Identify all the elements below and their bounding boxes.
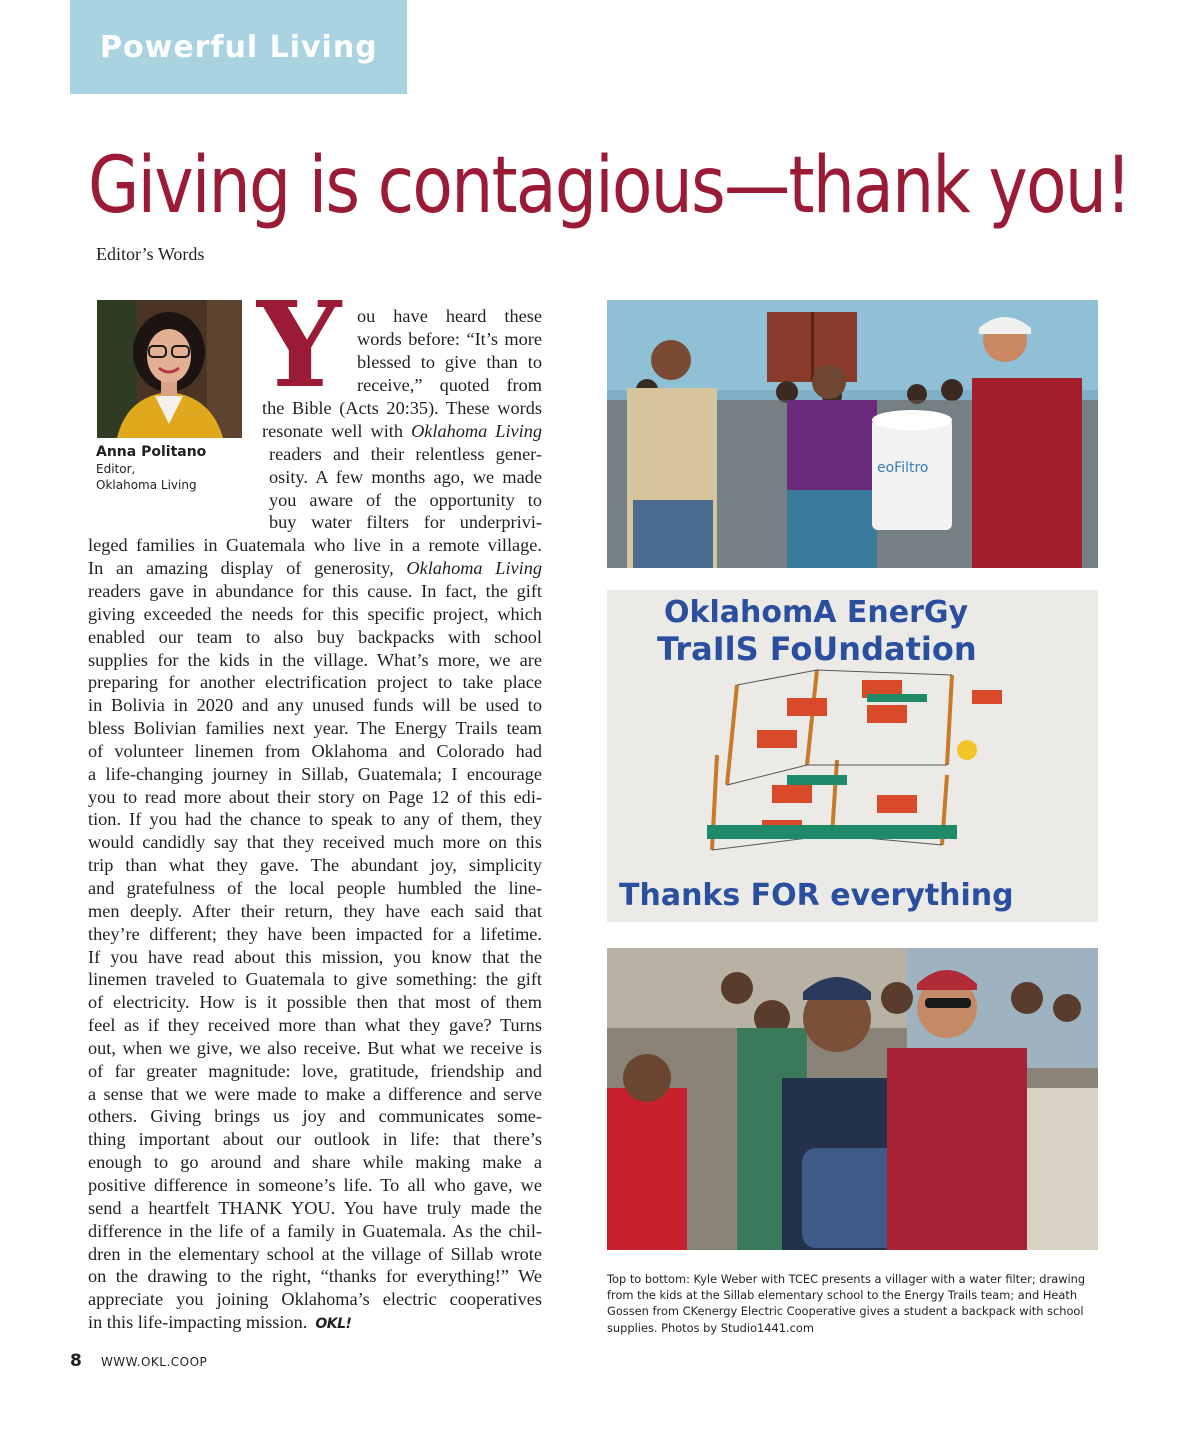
article-line: enough to go around and share while making make a <box>88 1152 542 1172</box>
article-line: words before: “It’s more <box>357 329 542 349</box>
photo-water-filter <box>607 300 1098 568</box>
article-line: tion. If you had the chance to speak to any of them, they <box>88 809 542 829</box>
article-line: leged families in Guatemala who live in a remote village. <box>88 535 542 555</box>
article-line: bless Bolivian families next year. The Energy Trails team <box>88 718 542 738</box>
drawing-line-2: TraIlS FoUndation <box>657 630 977 668</box>
article-line: men deeply. After their return, they have each said that <box>88 901 542 921</box>
drawing-line-1: OklahomA EnerGy <box>664 595 969 630</box>
article-line: linemen traveled to Guatemala to give something: the gift <box>88 969 542 989</box>
article-line: dren in the elementary school at the village of Sillab wrote <box>88 1244 542 1264</box>
article-line: feel as if they received more than what they gave? Turns <box>88 1015 542 1035</box>
section-tab-label: Powerful Living <box>100 30 378 65</box>
article-line: on the drawing to the right, “thanks for everything!” We <box>88 1266 542 1286</box>
article-line: trip than what they gave. The abundant joy, simplicity <box>88 855 542 875</box>
photo-backpack <box>607 948 1098 1250</box>
article-line: a life-changing journey in Sillab, Guatemala; I encourage <box>88 764 542 784</box>
page-number: 8 <box>70 1351 82 1371</box>
photo-drawing <box>607 590 1098 922</box>
publication-name: Oklahoma Living <box>411 421 543 441</box>
article-line: would candidly say that they received much more on this <box>88 832 542 852</box>
drop-cap: Y <box>257 275 342 414</box>
headline: Giving is contagious—thank you! <box>88 141 1131 231</box>
article-line: positive difference in someone’s life. To all who gave, we <box>88 1175 542 1195</box>
section-tab <box>70 0 407 94</box>
author-portrait <box>97 300 242 438</box>
article-line: in Bolivia in 2020 and any unused funds will be used to <box>88 695 542 715</box>
article-line: preparing for another electrification project to take place <box>88 672 542 692</box>
article-line: send a heartfelt THANK YOU. You have truly made the <box>88 1198 542 1218</box>
filter-brand: eoFiltro <box>877 460 929 476</box>
article-line: blessed to give than to <box>357 352 542 372</box>
author-role: Editor, <box>96 462 136 476</box>
article-line: you aware of the opportunity to <box>269 490 542 510</box>
article-line: a sense that we were made to make a difference and serve <box>88 1084 542 1104</box>
article-line: osity. A few months ago, we made <box>269 467 542 487</box>
okl-end-logo: OKL! <box>315 1316 352 1332</box>
article-line: enabled our team to also buy backpacks with school <box>88 627 542 647</box>
article-line: thing important about our outlook in life: that there’s <box>88 1129 542 1149</box>
article-line: you to read more about their story on Page 12 of this edi- <box>88 787 542 807</box>
kicker: Editor’s Words <box>96 244 205 264</box>
article-line: supplies for the kids in the village. What’s more, we are <box>88 650 542 670</box>
article-line: receive,” quoted from <box>357 375 542 395</box>
website-link[interactable]: WWW.OKL.COOP <box>100 1355 208 1369</box>
article-line: readers gave in abundance for this cause. In fact, the gift <box>88 581 542 601</box>
author-name: Anna Politano <box>96 444 207 460</box>
article-line: buy water filters for underprivi- <box>269 512 542 532</box>
article-line: ou have heard these <box>357 306 542 326</box>
article-line: difference in the life of a family in Guatemala. As the chil- <box>88 1221 542 1241</box>
article-line: out, when we give, we also receive. But what we receive is <box>88 1038 542 1058</box>
author-byline <box>96 443 256 493</box>
publication-name: Oklahoma Living <box>406 558 543 578</box>
article-line: If you have read about this mission, you know that the <box>88 947 542 967</box>
page-footer <box>70 1351 207 1371</box>
article-line: others. Giving brings us joy and communicates some- <box>88 1106 542 1126</box>
article-line: appreciate you joining Oklahoma’s electric cooperatives <box>88 1289 542 1309</box>
article-line: In an amazing display of generosity, Oklahoma Living <box>88 558 543 578</box>
article-line: they’re different; they have been impacted for a lifetime. <box>88 924 542 944</box>
article-line: resonate well with Oklahoma Living <box>262 421 543 441</box>
photo-caption: Top to bottom: Kyle Weber with TCEC presents a villager with a water filter; drawing from the kids at the Sillab elementary school to the Energy Trails team; and Heath Gossen from CKenergy Electric Cooperative gives a student a backpack with school supplies. Photos by Studio1441.com <box>607 1272 1086 1335</box>
article-line: the Bible (Acts 20:35). These words <box>262 398 542 418</box>
article-line: of electricity. How is it possible then that most of them <box>88 992 542 1012</box>
article-line: giving exceeded the needs for this specific project, which <box>88 604 542 624</box>
author-publication: Oklahoma Living <box>96 478 197 492</box>
drawing-line-3: Thanks FOR everything <box>619 878 1014 913</box>
article-line: in this life-impacting mission. OKL! <box>88 1311 542 1334</box>
article-line: of far greater magnitude: love, gratitude, friendship and <box>88 1061 542 1081</box>
article-line: of volunteer linemen from Oklahoma and Colorado had <box>88 741 542 761</box>
article-line: readers and their relentless gener- <box>269 444 542 464</box>
article-line: and gratefulness of the local people humbled the line- <box>88 878 542 898</box>
